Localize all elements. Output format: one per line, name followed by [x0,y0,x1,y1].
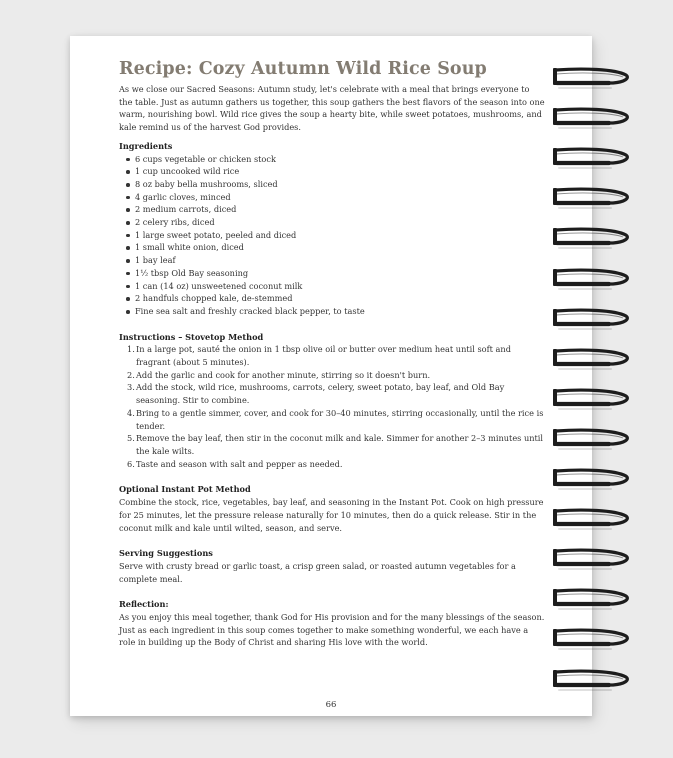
reflection-heading: Reflection: [119,599,169,610]
ingredient-item: Fine sea salt and freshly cracked black pepper, to taste [135,305,545,318]
ingredient-item: 2 celery ribs, diced [135,216,545,229]
spiral-coil-icon [553,547,631,573]
ingredient-item: 1 cup uncooked wild rice [135,165,545,178]
spiral-binding-icon [553,66,633,696]
instant-pot-text: Combine the stock, rice, vegetables, bay leaf, and seasoning in the Instant Pot. Cook on high pressure for 25 minutes, let the pressure release naturally for 10 minutes, then do a quick release. Stir in the coconut milk and kale until wilted, season, and serve. [119,497,544,533]
step-text: Add the stock, wild rice, mushrooms, carrots, celery, sweet potato, bay leaf, and Old Bay seasoning. Stir to combine. [136,382,505,406]
instruction-step [129,407,545,432]
step-number: 1. [127,344,135,355]
instruction-step [129,381,545,406]
spiral-coil-icon [553,427,631,453]
spiral-coil-icon [553,587,631,613]
ingredient-item: 1 can (14 oz) unsweetened coconut milk [135,280,545,293]
spiral-coil-icon [553,106,631,132]
ingredient-item: 2 medium carrots, diced [135,203,545,216]
step-text: Remove the bay leaf, then stir in the coconut milk and kale. Simmer for another 2–3 minutes until the kale wilts. [136,433,544,456]
ingredient-item: 1½ tbsp Old Bay seasoning [135,267,545,280]
ingredient-item: 1 small white onion, diced [135,241,545,254]
serving-text: Serve with crusty bread or garlic toast, a crisp green salad, or roasted autumn vegetables for a complete meal. [119,560,516,584]
step-number: 3. [127,382,135,393]
ingredient-item: 6 cups vegetable or chicken stock [135,153,545,166]
step-number: 2. [127,369,135,380]
intro-paragraph: As we close our Sacred Seasons: Autumn study, let's celebrate with a meal that brings everyone to the table. Just as autumn gathers us together, this soup gathers the best flavors of the season into one warm, nourishing bowl. Wild rice gives the soup a hearty bite, while sweet potatoes, mushrooms, and kale remind us of the harvest God provides. [119,84,545,133]
ingredients-list [119,153,545,318]
step-text: Taste and season with salt and pepper as needed. [136,458,343,469]
instructions-list [119,343,545,470]
spiral-coil-icon [553,307,631,333]
spiral-coil-icon [553,186,631,212]
spiral-coil-icon [553,507,631,533]
step-number: 5. [127,433,135,444]
instruction-step [129,343,545,368]
instruction-step [129,369,545,382]
ingredient-item: 4 garlic cloves, minced [135,191,545,204]
page-number: 66 [325,700,337,710]
instruction-step [129,432,545,457]
spiral-coil-icon [553,66,631,92]
recipe-title: Recipe: Cozy Autumn Wild Rice Soup [119,59,487,79]
step-text: Add the garlic and cook for another minute, stirring so it doesn't burn. [136,369,431,380]
spiral-coil-icon [553,467,631,493]
step-text: Bring to a gentle simmer, cover, and cook for 30–40 minutes, stirring occasionally, until the rice is tender. [136,407,544,431]
ingredient-item: 8 oz baby bella mushrooms, sliced [135,178,545,191]
spiral-coil-icon [553,387,631,413]
ingredient-item: 2 handfuls chopped kale, de-stemmed [135,292,545,305]
spiral-coil-icon [553,347,631,373]
page-content [119,58,545,649]
spiral-coil-icon [553,267,631,293]
instructions-heading: Instructions – Stovetop Method [119,331,264,342]
reflection-text: As you enjoy this meal together, thank God for His provision and for the many blessings of the season. Just as each ingredient in this soup comes together to make something wonderful, we each have a role in building up the Body of Christ and sharing His love with the world. [119,612,545,648]
ingredient-item: 1 bay leaf [135,254,545,267]
instruction-step [129,458,545,471]
step-number: 4. [127,407,135,418]
ingredient-item: 1 large sweet potato, peeled and diced [135,229,545,242]
spiral-coil-icon [553,627,631,653]
step-text: In a large pot, sauté the onion in 1 tbsp olive oil or butter over medium heat until soft and fragrant (about 5 minutes). [136,344,511,368]
serving-heading: Serving Suggestions [119,548,213,559]
step-number: 6. [127,458,135,469]
spiral-coil-icon [553,146,631,172]
instant-pot-heading: Optional Instant Pot Method [119,484,251,495]
spiral-coil-icon [553,668,631,694]
spiral-coil-icon [553,226,631,252]
ingredients-heading: Ingredients [119,140,173,151]
notebook-page [70,36,592,716]
